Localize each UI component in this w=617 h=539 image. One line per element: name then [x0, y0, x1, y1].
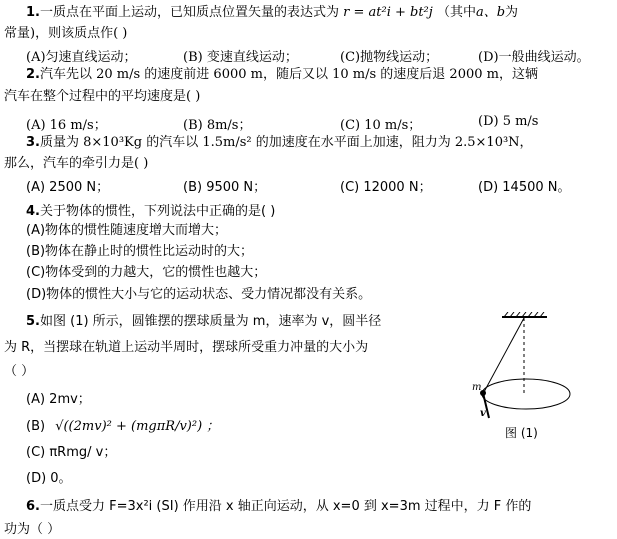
q3-stem-line2: 那么，汽车的牵引力是( ) — [4, 156, 149, 171]
q2-option-c: (C) 10 m/s； — [340, 118, 422, 133]
q3-option-c: (C) 12000 N； — [340, 180, 432, 195]
q3-option-b: (B) 9500 N； — [183, 180, 267, 195]
q5-option-b-formula: √((2mv)² + (mgπR/v)²) ； — [55, 419, 220, 434]
q1-stem-line2: 常量)，则该质点作( ) — [4, 26, 128, 41]
q2-stem-a: 汽车先以 20 m/s 的速度前进 6000 m，随后又以 10 m/s 的速度后退 2000 m，这辆 — [39, 67, 538, 82]
q3-stem-line1 — [26, 134, 533, 152]
q4-option-a: (A)物体的惯性随速度增大而增大； — [26, 223, 228, 238]
q3-option-a: (A) 2500 N； — [26, 180, 110, 195]
q6-stem-line2: 功为（ ） — [4, 522, 61, 537]
orbit-ellipse — [482, 379, 570, 409]
q5-option-d: (D) 0。 — [26, 471, 72, 486]
q4-stem-text: 关于物体的惯性，下列说法中正确的是( ) — [39, 204, 276, 219]
q4-option-d: (D)物体的惯性大小与它的运动状态、受力情况都没有关系。 — [26, 287, 372, 302]
conical-pendulum-figure — [462, 312, 592, 442]
q5-stem-a: 如图 (1) 所示，圆锥摆的摆球质量为 m，速率为 v，圆半径 — [39, 314, 382, 329]
velocity-label: v — [480, 408, 486, 419]
q5-option-c: (C) πRmg/ v； — [26, 445, 117, 460]
q2-option-d: (D) 5 m/s — [478, 114, 539, 129]
q1-number: 1. — [26, 5, 40, 20]
q1-option-b: (B) 变速直线运动； — [183, 50, 298, 65]
q4-option-b: (B)物体在静止时的惯性比运动时的大； — [26, 244, 254, 259]
q1-stem-c: 为 — [505, 5, 519, 20]
mass-label: m — [472, 382, 482, 393]
q1-stem-a: 一质点在平面上运动，已知质点位置矢量的表达式为 — [39, 5, 339, 20]
q1-vars: a、b — [475, 5, 506, 20]
q3-number: 3. — [26, 135, 40, 150]
q2-option-a: (A) 16 m/s； — [26, 118, 107, 133]
q5-stem-line2: 为 R，当摆球在轨道上运动半周时，摆球所受重力冲量的大小为 — [4, 340, 369, 355]
q6-stem-line1 — [26, 498, 531, 516]
q5-option-b: (B) — [26, 419, 46, 434]
q1-option-a: (A)匀速直线运动； — [26, 50, 137, 65]
q1-option-c: (C)抛物线运动； — [340, 50, 439, 65]
q2-option-b: (B) 8m/s； — [183, 118, 252, 133]
q2-stem-line2: 汽车在整个过程中的平均速度是( ) — [4, 89, 201, 104]
q4-stem — [26, 203, 275, 221]
q1-stem-b: （其中 — [436, 5, 476, 20]
q6-number: 6. — [26, 499, 40, 514]
q6-stem-a: 一质点受力 F=3x²i (SI) 作用沿 x 轴正向运动，从 x=0 到 x=3m 过程中，力 F 作的 — [39, 499, 532, 514]
q3-stem-a: 质量为 8×10³Kg 的汽车以 1.5m/s² 的加速度在水平面上加速，阻力为 2.5×10³N， — [39, 135, 533, 150]
q3-option-d: (D) 14500 N。 — [478, 180, 571, 195]
q4-number: 4. — [26, 204, 40, 219]
q1-formula: r = at²i + bt²j — [343, 5, 433, 20]
q2-stem-line1 — [26, 66, 538, 84]
figure-caption: 图 (1) — [505, 426, 538, 440]
q5-number: 5. — [26, 314, 40, 329]
q5-stem-line1 — [26, 313, 381, 331]
q1-stem-line1 — [26, 4, 518, 22]
q2-number: 2. — [26, 67, 40, 82]
q5-option-a: (A) 2mv； — [26, 392, 91, 407]
q4-option-c: (C)物体受到的力越大，它的惯性也越大； — [26, 265, 267, 280]
q5-option-b-row — [26, 418, 219, 436]
q5-stem-line3: （ ） — [4, 364, 35, 379]
q1-option-d: (D)一般曲线运动。 — [478, 50, 590, 65]
